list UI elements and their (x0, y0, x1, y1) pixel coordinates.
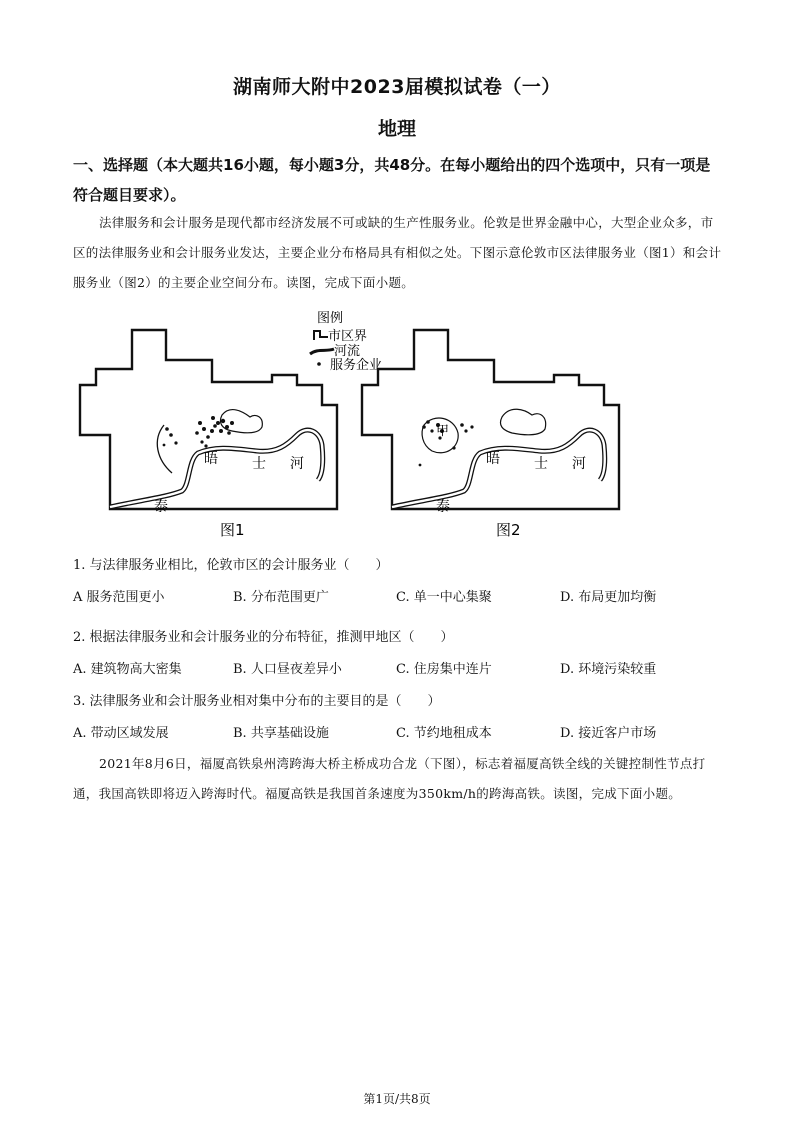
option-3a[interactable]: A. 带动区域发展 (73, 726, 169, 741)
page-footer: 第1页/共8页 (363, 1092, 431, 1106)
passage-high-speed-rail: 2021年8月6日，福厦高铁泉州湾跨海大桥主桥成功合龙（下图），标志着福厦高铁全线的关键控制性节点打通，我国高铁即将迈入跨海时代。福厦高铁是我国首条速度为350km/h的跨海高铁。读图，完成下面小题。 (73, 756, 706, 801)
question-2-stem: 2. 根据法律服务业和会计服务业的分布特征，推测甲地区（ ） (73, 630, 454, 645)
map1-city-boundary (80, 330, 337, 509)
option-2d[interactable]: D. 环境污染较重 (560, 662, 657, 677)
map1-enterprise-dots (195, 416, 234, 448)
option-2b[interactable]: B. 人口昼夜差异小 (233, 662, 342, 677)
question-3-stem: 3. 法律服务业和会计服务业相对集中分布的主要目的是（ ） (73, 694, 441, 709)
option-1c[interactable]: C. 单一中心集聚 (396, 590, 492, 605)
question-3-options (73, 724, 733, 744)
option-3c[interactable]: C. 节约地租成本 (396, 726, 492, 741)
legend-enterprise-icon (317, 362, 321, 366)
map1-cluster-outline (220, 410, 262, 433)
section-heading: 一、选择题（本大题共16小题，每小题3分，共48分。在每小题给出的四个选项中，只有一项是符合题目要求）。 (73, 156, 711, 204)
map2-caption: 图2 (496, 521, 521, 539)
area-jia-label: 甲 (436, 424, 450, 439)
map-2 (362, 330, 619, 539)
map1-river-char-3: 河 (290, 456, 304, 472)
question-2-options (73, 660, 733, 680)
question-1-stem: 1. 与法律服务业相比，伦敦市区的会计服务业（ ） (73, 558, 389, 573)
legend-river-label: 河流 (334, 344, 361, 359)
option-1b[interactable]: B. 分布范围更广 (233, 590, 329, 605)
option-3d[interactable]: D. 接近客户市场 (560, 726, 657, 741)
question-1-options (73, 588, 733, 608)
map-legend (310, 311, 382, 373)
legend-boundary-icon (314, 331, 328, 340)
option-1a[interactable]: A 服务范围更小 (73, 590, 165, 605)
map2-cluster-outline (500, 409, 545, 435)
map1-river-char-1: 晤 (204, 451, 218, 467)
map1-river-char-2: 士 (252, 456, 266, 472)
exam-title: 湖南师大附中2023届模拟试卷（一） (233, 76, 561, 98)
option-2c[interactable]: C. 住房集中连片 (396, 662, 492, 677)
map2-river-char-2: 士 (534, 456, 548, 472)
map2-river-char-3: 河 (572, 456, 586, 472)
legend-boundary-label: 市区界 (328, 329, 368, 344)
option-2a[interactable]: A. 建筑物高大密集 (73, 662, 182, 677)
map1-river-char-left: 泰 (154, 499, 168, 515)
subject-title: 地理 (377, 118, 416, 140)
map-1 (80, 330, 337, 539)
map1-caption: 图1 (220, 521, 245, 539)
map2-city-boundary (362, 330, 619, 509)
option-3b[interactable]: B. 共享基础设施 (233, 726, 329, 741)
legend-river-icon (310, 349, 334, 354)
map1-arc (157, 425, 172, 473)
legend-enterprise-label: 服务企业 (330, 358, 383, 373)
map2-river-char-left: 泰 (436, 499, 450, 515)
passage-law-accounting: 法律服务和会计服务是现代都市经济发展不可或缺的生产性服务业。伦敦是世界金融中心，大型企业众多，市区的法律服务业和会计服务业发达，主要企业分布格局具有相似之处。下图示意伦敦市区法律服务业（图1）和会计服务业（图2）的主要企业空间分布。读图，完成下面小题。 (73, 215, 722, 290)
london-maps-figure (72, 305, 672, 545)
legend-title: 图例 (317, 311, 344, 326)
option-1d[interactable]: D. 布局更加均衡 (560, 590, 657, 605)
map2-river-char-1: 晤 (486, 451, 500, 467)
